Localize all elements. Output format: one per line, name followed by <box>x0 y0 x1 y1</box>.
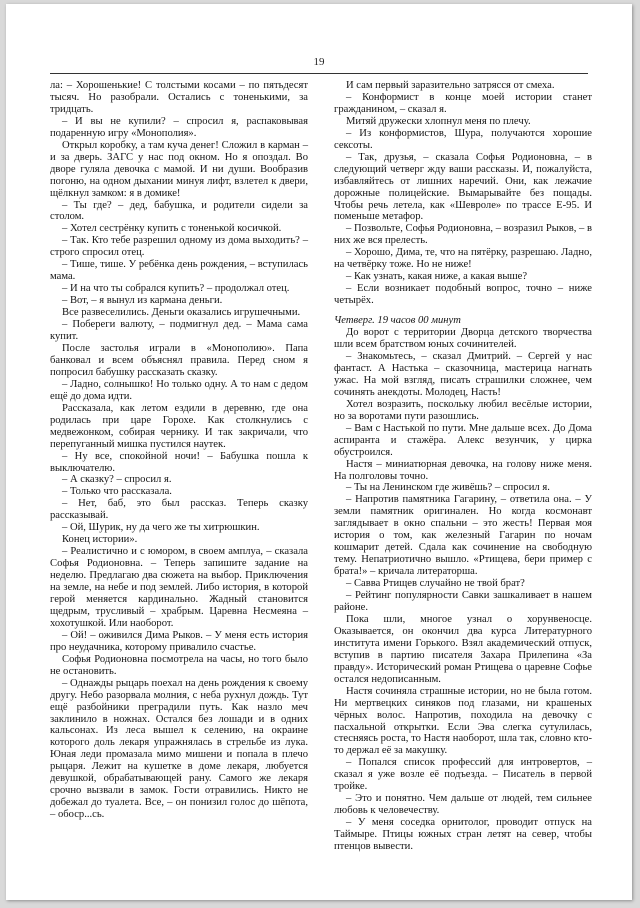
paragraph: – Напротив памятника Гагарину, – ответила она. – У земли памятник оригинален. Но когда космонавт заглядывает в окно спальни – это жесть! Первая моя история о том, как железный Гагарин по ночам кошмарит детей. Сдала как сочинение на свободную тему. Непатриотично вышло. «Ртищева, бери пример с брата!» – кричала литераторша. <box>334 494 592 578</box>
paragraph: – Так, друзья, – сказала Софья Родионовна, – в следующий четверг жду ваши рассказы. И, пожалуйста, избавляйтесь от лишних наречий. Они, как лежачие дорожные полицейские. Вымарывайте без пощады. Чтобы речь летела, как «Шевроле» по трассе Е-95. И поменьше метафор. <box>334 151 592 223</box>
paragraph: – Однажды рыцарь поехал на день рождения к своему другу. Небо разорвала молния, с неба рухнул дождь. Тут ещё разбойники преградили путь. Как назло меч заклинило в ножнах. Остался без лошади и в одних кальсонах. Из леса вышел к селению, на окраине которого доль лекаря упражнялась в стрельбе из лука. Юная леди промазала мимо мишени и попала в плечо рыцаря. Лежит на кушетке в доме лекаря, любуется девушкой, обрабатывающей рану. Самого же лекаря срочно вызвали в замок. Гости отравились. Никто не добежал до туалета. Все, – он понизил голос до шёпота, – обоср...сь. <box>50 677 308 821</box>
paragraph: – Ой! – оживился Дима Рыков. – У меня есть история про неудачника, которому привалило счастье. <box>50 629 308 653</box>
paragraph: Софья Родионовна посмотрела на часы, но того было не остановить. <box>50 653 308 677</box>
paragraph: – Конформист в конце моей истории станет гражданином, – сказал я. <box>334 91 592 115</box>
paragraph: – Это и понятно. Чем дальше от людей, тем сильнее любовь к человечеству. <box>334 793 592 817</box>
paragraph: До ворот с территории Дворца детского творчества шли всем братством юных сочинителей. <box>334 327 592 351</box>
paragraph: – Позвольте, Софья Родионовна, – возразил Рыков, – в них же вся прелесть. <box>334 223 593 247</box>
right-text-column <box>334 80 592 853</box>
paragraph: – А сказку? – спросил я. <box>62 474 172 486</box>
paragraph: – Ой, Шурик, ну да чего же ты хитрюшкин. <box>62 522 260 534</box>
paragraph: – Ты где? – дед, бабушка, и родители сидели за столом. <box>50 199 308 223</box>
paragraph: – Ладно, солнышко! Но только одну. А то нам с дедом ещё до дома идти. <box>50 378 308 402</box>
paragraph: – Вот, – я вынул из кармана деньги. <box>62 295 223 307</box>
paragraph: Открыл коробку, а там куча денег! Сложил в карман – и за дверь. ЗАГС у нас под окном. Но я опоздал. Во дворе гуляла девочка с мамой. И ни души. Вообразив погоню, на одном дыхании минуя лифт, взлетел к двери, щёлкнул замком: я в домике! <box>50 139 308 199</box>
paragraph: Конец истории». <box>62 534 138 546</box>
paragraph: – Савва Ртищев случайно не твой брат? <box>346 578 525 590</box>
paragraph: Настя сочиняла страшные истории, но не была готом. Ни мертвецких синяков под глазами, ни крашеных чёрных волос. Напротив, походила на девочку с пасхальной открытки. Если Эва слегка сутулилась, стесняясь роста, то Настя наоборот, шла так, словно кто-то держал её за макушку. <box>334 685 592 757</box>
paragraph: – Тише, тише. У ребёнка день рождения, – вступилась мама. <box>50 259 308 283</box>
paragraph: – У меня соседка орнитолог, проводит отпуск на Таймыре. Птицы южных стран летят на север, чтобы птенцов вывести. <box>334 817 592 853</box>
header-rule <box>50 73 588 74</box>
paragraph: ла: – Хорошенькие! С толстыми косами – по пятьдесят тысяч. Но разобрали. Остались с тоненькими, за тридцать. <box>50 80 308 115</box>
paragraph: – И на что ты собрался купить? – продолжал отец. <box>62 283 290 295</box>
paragraph: – Ты на Ленинском где живёшь? – спросил я. <box>346 482 550 494</box>
paragraph: – И вы не купили? – спросил я, распаковывая подаренную игру «Монополия». <box>50 115 308 139</box>
paragraph: – Хотел сестрёнку купить с тоненькой косичкой. <box>62 223 282 235</box>
paragraph: – Знакомьтесь, – сказал Дмитрий. – Сергей у нас фантаст. А Настька – сказочница, мастерица нагнать ужас. На мой взгляд, писать страшилки сложнее, чем сочинять анекдоты. Молодец, Насть! <box>334 350 592 398</box>
paragraph: – Попался список профессий для интровертов, – сказал я уже возле её подъезда. – Писатель в первой тройке. <box>334 757 592 793</box>
paragraph: После застолья играли в «Монополию». Папа банковал и всем объяснял правила. Перед сном я попросил бабушку рассказать сказку. <box>50 342 308 378</box>
paragraph: – Как узнать, какая ниже, а какая выше? <box>346 271 528 283</box>
paragraph: – Из конформистов, Шура, получаются хорошие сексоты. <box>334 127 592 151</box>
paragraph: – Побереги валюту, – подмигнул дед. – Мама сама купит. <box>50 319 308 343</box>
book-page <box>6 4 632 900</box>
paragraph: – Хорошо, Дима, те, что на пятёрку, разрешаю. Ладно, на четвёрку тоже. Но не ниже! <box>334 247 592 271</box>
paragraph: Митяй дружески хлопнул меня по плечу. <box>346 115 531 127</box>
paragraph: Пока шли, многое узнал о хорунвеносце. Оказывается, он окончил два курса Литературного института имени Горького. Взял академический отпуск, вступив в партию писателя Захара Прилепина «За правду». Исторический роман Ртищева о царевне Софье остался недописанным. <box>334 613 592 685</box>
section-heading: Четверг. 19 часов 00 минут <box>334 315 461 327</box>
paragraph: – Только что рассказала. <box>62 486 172 498</box>
paragraph: – Рейтинг популярности Савки зашкаливает в нашем районе. <box>334 590 592 613</box>
paragraph: Настя – миниатюрная девочка, на голову ниже меня. На полголовы точно. <box>334 458 592 482</box>
page-number: 19 <box>313 56 325 68</box>
left-text-column <box>50 80 308 821</box>
paragraph: – Так. Кто тебе разрешил одному из дома выходить? – строго спросил отец. <box>50 235 308 259</box>
paragraph: – Если возникает подобный вопрос, точно – ниже четырёх. <box>334 283 592 307</box>
paragraph: – Вам с Настькой по пути. Мне дальше всех. До Дома аспиранта и стажёра. Алекс везунчик, у цирка обустроился. <box>334 422 592 458</box>
paragraph: И сам первый заразительно затрясся от смеха. <box>346 80 555 91</box>
paragraph: – Нет, баб, это был рассказ. Теперь сказку рассказывай. <box>50 498 308 522</box>
paragraph: – Реалистично и с юмором, в своем амплуа, – сказала Софья Родионовна. – Теперь запишите задание на неделю. Предлагаю два сюжета на выбор. Приключения на земле, на небе и под землей. Либо история, в которой герой меняется кардинально. Жадный становится щедрым, трусливый – храбрым. Царевна Несмеяна – хохотушкой. Или наоборот. <box>50 546 308 629</box>
paragraph: – Ну все, спокойной ночи! – Бабушка пошла к выключателю. <box>50 450 308 474</box>
paragraph: Хотел возразить, поскольку любил весёлые истории, но за воротами пути разошлись. <box>334 398 592 422</box>
paragraph: Рассказала, как летом ездили в деревню, где она родилась при царе Горохе. Как столкнулись с медвежонком, собирая чернику. И так закричали, что перепуганный мишка пустился наутек. <box>50 402 308 450</box>
paragraph: Все развеселились. Деньги оказались игрушечными. <box>62 307 301 319</box>
